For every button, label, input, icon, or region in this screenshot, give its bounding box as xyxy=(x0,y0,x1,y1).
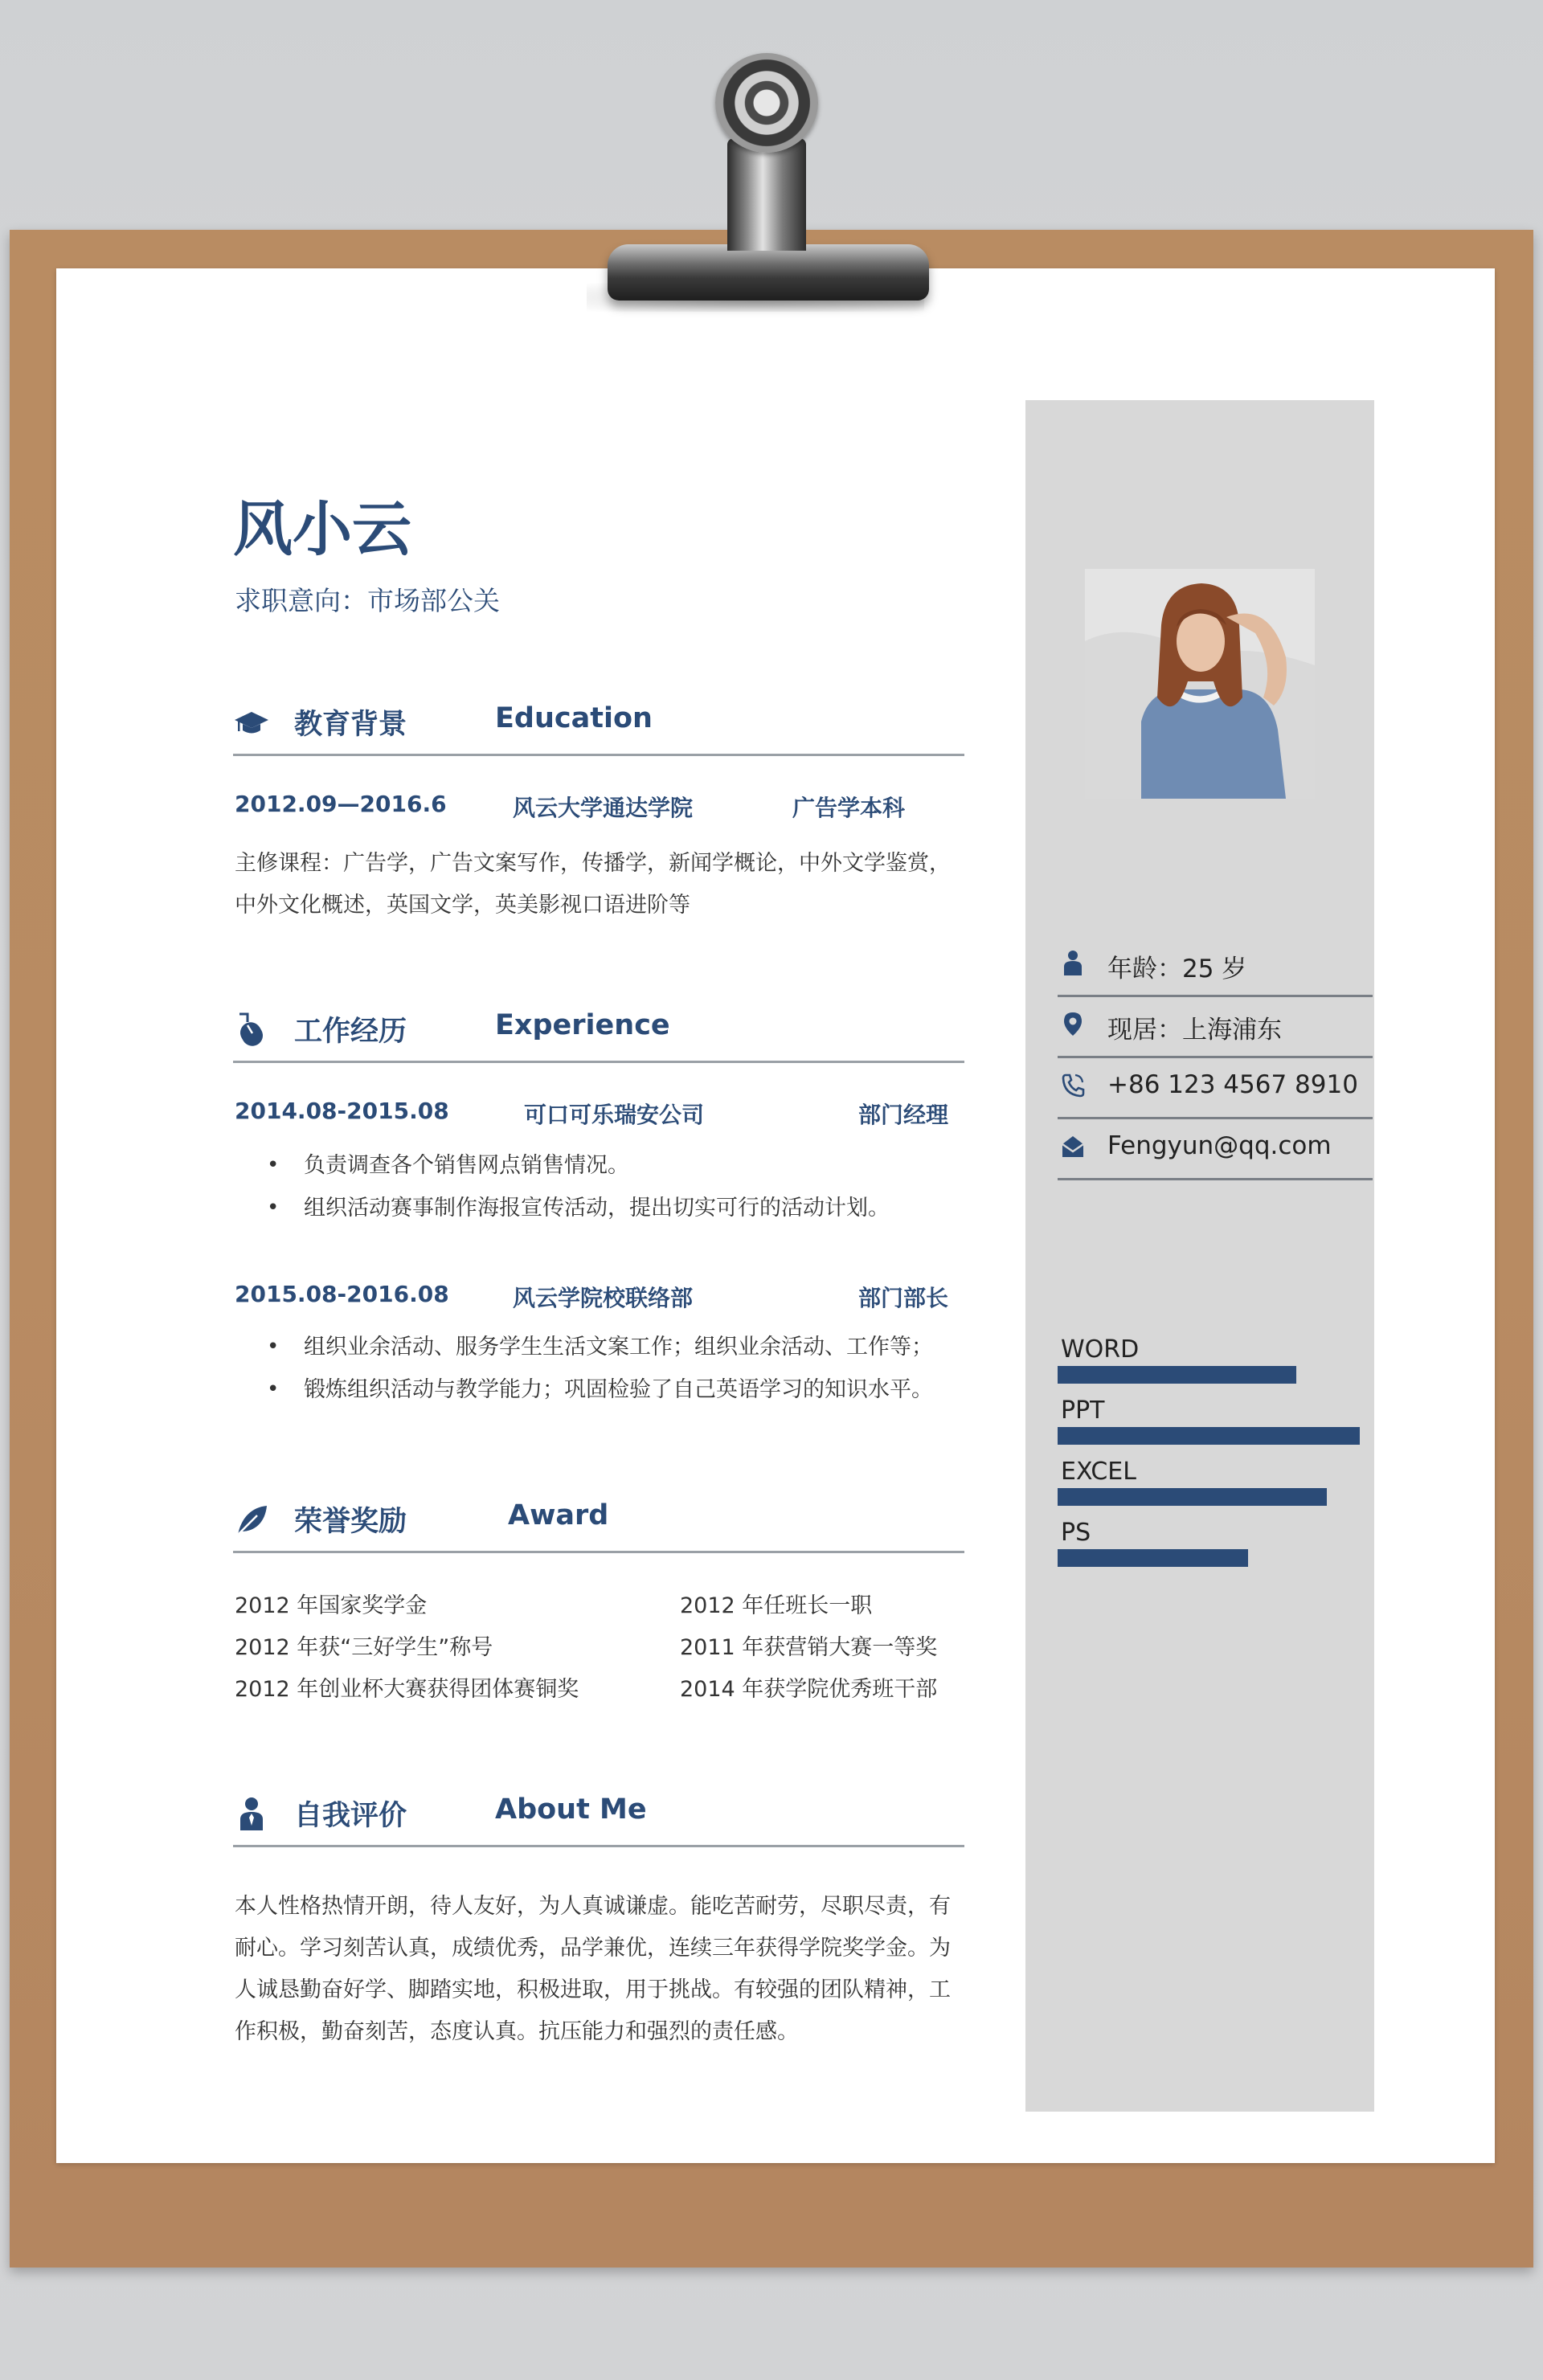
education-courses-line1: 主修课程：广告学，广告文案写作，传播学，新闻学概论，中外文学鉴赏， xyxy=(235,851,951,876)
skill-ps-bar xyxy=(1058,1549,1360,1567)
about-title-en: About Me xyxy=(495,1793,647,1826)
skill-ps-fill xyxy=(1058,1549,1248,1567)
job-2-bullets xyxy=(267,1326,933,1411)
info-phone-text: +86 123 4567 8910 xyxy=(1107,1070,1358,1099)
education-degree: 广告学本科 xyxy=(792,795,906,821)
skill-ppt-fill xyxy=(1058,1427,1360,1445)
experience-title-cn: 工作经历 xyxy=(294,1016,407,1048)
education-school: 风云大学通达学院 xyxy=(513,795,694,821)
award-right-3: 2014 年获学院优秀班干部 xyxy=(680,1677,938,1702)
info-location-text: 现居：上海浦东 xyxy=(1107,1016,1282,1045)
job-1-bullets xyxy=(267,1144,890,1229)
education-header xyxy=(233,696,964,752)
binder-clip xyxy=(579,50,948,355)
info-location xyxy=(1058,995,1373,1058)
award-title-cn: 荣誉奖励 xyxy=(294,1506,407,1538)
leaf-icon xyxy=(233,1501,270,1538)
education-divider xyxy=(233,754,964,756)
skill-ppt-label: PPT xyxy=(1061,1397,1105,1425)
education-title-cn: 教育背景 xyxy=(294,709,407,741)
about-line-1: 本人性格热情开朗，待人友好，为人真诚谦虚。能吃苦耐劳，尽职尽责，有 xyxy=(235,1894,951,1919)
job-1-period: 2014.08-2015.08 xyxy=(235,1098,449,1124)
award-right-2: 2011 年获营销大赛一等奖 xyxy=(680,1635,938,1660)
education-period: 2012.09—2016.6 xyxy=(235,791,447,817)
clip-stem xyxy=(727,138,806,251)
list-item: • 组织业余活动、服务学生生活文案工作；组织业余活动、工作等； xyxy=(267,1326,933,1368)
education-title-en: Education xyxy=(495,702,653,734)
location-pin-icon xyxy=(1061,1011,1085,1037)
about-section xyxy=(233,1787,964,1843)
list-item: • 负责调查各个销售网点销售情况。 xyxy=(267,1144,890,1187)
job-1-company: 可口可乐瑞安公司 xyxy=(524,1102,705,1128)
job-2-period: 2015.08-2016.08 xyxy=(235,1281,449,1307)
job-intent: 求职意向：市场部公关 xyxy=(235,585,500,616)
experience-section xyxy=(233,1003,964,1059)
skill-ppt-bar xyxy=(1058,1427,1360,1445)
award-right-1: 2012 年任班长一职 xyxy=(680,1593,873,1618)
info-email-text: Fengyun@qq.com xyxy=(1107,1131,1332,1160)
list-item: • 锻炼组织活动与教学能力；巩固检验了自己英语学习的知识水平。 xyxy=(267,1368,933,1411)
experience-divider xyxy=(233,1061,964,1063)
about-header xyxy=(233,1787,964,1843)
award-left-3: 2012 年创业杯大赛获得团体赛铜奖 xyxy=(235,1677,579,1702)
phone-icon xyxy=(1061,1072,1085,1098)
skill-ps-label: PS xyxy=(1061,1519,1091,1547)
info-age-text: 年龄：25 岁 xyxy=(1107,955,1247,983)
skill-excel-fill xyxy=(1058,1488,1327,1506)
mail-icon xyxy=(1061,1133,1085,1159)
skill-excel-label: EXCEL xyxy=(1061,1458,1136,1486)
skill-word-bar xyxy=(1058,1366,1360,1384)
experience-title-en: Experience xyxy=(495,1009,670,1041)
skill-word-fill xyxy=(1058,1366,1296,1384)
job-2-company: 风云学院校联络部 xyxy=(513,1285,694,1311)
award-title-en: Award xyxy=(508,1499,609,1531)
education-courses-line2: 中外文化概述，英国文学，英美影视口语进阶等 xyxy=(235,893,690,918)
about-title-cn: 自我评价 xyxy=(294,1800,407,1832)
info-age xyxy=(1058,934,1373,997)
user-icon xyxy=(1061,950,1085,975)
info-email xyxy=(1058,1117,1373,1180)
award-header xyxy=(233,1493,964,1549)
award-divider xyxy=(233,1551,964,1553)
award-left-1: 2012 年国家奖学金 xyxy=(235,1593,428,1618)
education-section xyxy=(233,696,964,752)
list-item: • 组织活动赛事制作海报宣传活动，提出切实可行的活动计划。 xyxy=(267,1187,890,1229)
skill-word-label: WORD xyxy=(1061,1335,1140,1364)
about-divider xyxy=(233,1845,964,1847)
award-left-2: 2012 年获“三好学生”称号 xyxy=(235,1635,493,1660)
about-line-2: 耐心。学习刻苦认真，成绩优秀，品学兼优，连续三年获得学院奖学金。为 xyxy=(235,1936,951,1961)
job-2-role: 部门部长 xyxy=(858,1285,949,1311)
candidate-name: 风小云 xyxy=(233,495,411,564)
award-section xyxy=(233,1493,964,1549)
graduation-cap-icon xyxy=(233,704,270,741)
profile-photo xyxy=(1085,569,1315,799)
person-icon xyxy=(233,1795,270,1832)
profile-photo-image xyxy=(1085,569,1315,799)
job-1-role: 部门经理 xyxy=(858,1102,949,1128)
clip-ring xyxy=(715,53,818,153)
skill-excel-bar xyxy=(1058,1488,1360,1506)
clip-base xyxy=(608,244,929,301)
about-line-4: 作积极，勤奋刻苦，态度认真。抗压能力和强烈的责任感。 xyxy=(235,2019,799,2044)
experience-header xyxy=(233,1003,964,1059)
mouse-icon xyxy=(233,1011,270,1048)
info-phone xyxy=(1058,1056,1373,1119)
about-line-3: 人诚恳勤奋好学、脚踏实地，积极进取，用于挑战。有较强的团队精神，工 xyxy=(235,1977,951,2002)
